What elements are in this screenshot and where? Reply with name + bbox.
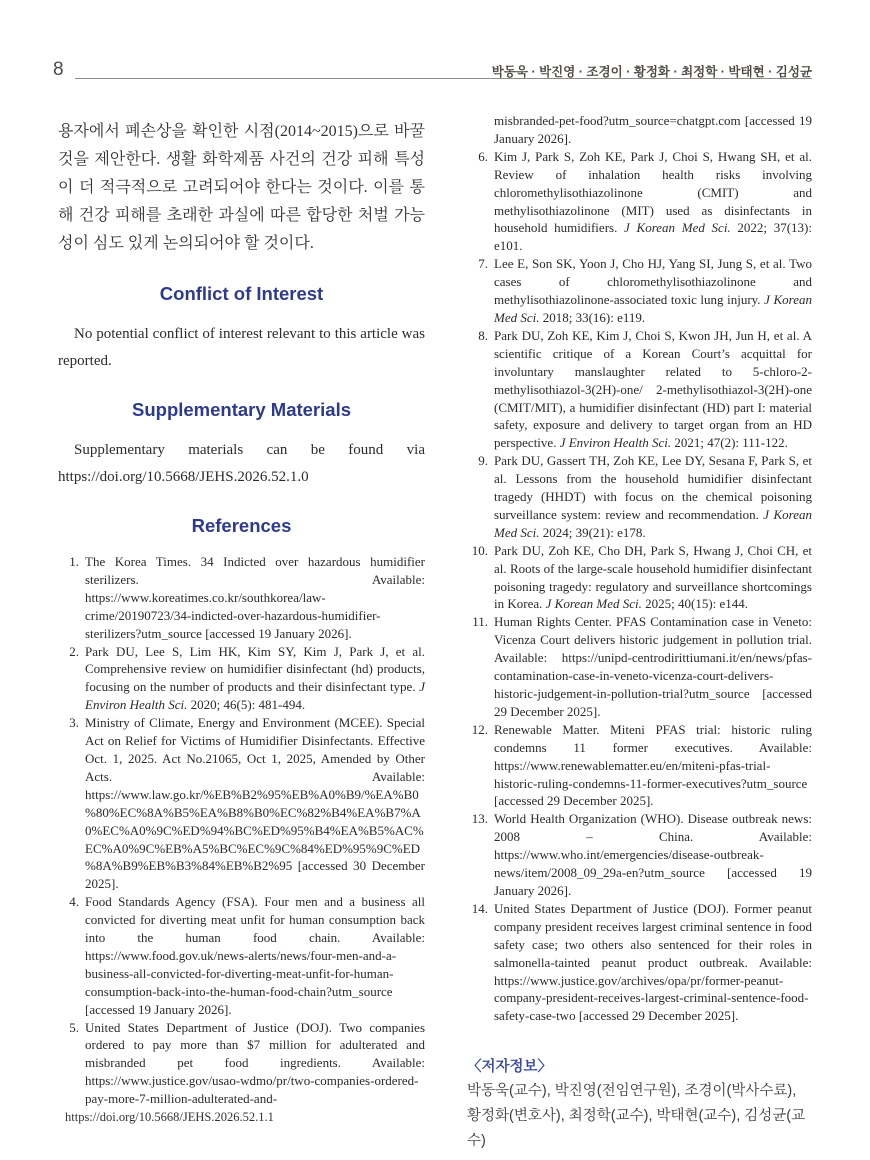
page-header (0, 0, 870, 90)
reference-item: 9. Park DU, Gassert TH, Zoh KE, Lee DY, Sesana F, Park S, et al. Lessons from the household humidifier disinfectant tragedy (HHDT) with focus on the chemical poisoning surveillance system: review and recommendation. J Korean Med Sci. 2024; 39(21): e178. (467, 452, 812, 542)
reference-number: 8. (478, 327, 488, 343)
reference-item: 8. Park DU, Zoh KE, Kim J, Choi S, Kwon JH, Jun H, et al. A scientific critique of a Korean Court’s acquittal for involuntary manslaughter related to 5-chloro-2-methylisothiazol-3(2H)-one/ 2-methylisothiazol-3(2H)-one (CMIT/MIT), a humidifier disinfectant (HD) part I: material safety, exposure and delivery to target organ from an HD perspective. J Environ Health Sci. 2021; 47(2): 111-122. (467, 327, 812, 452)
reference-number: 14. (471, 900, 488, 916)
reference-item: 1. The Korea Times. 34 Indicted over hazardous humidifier sterilizers. Available: https://www.koreatimes.co.kr/southkorea/law-crime/20190723/34-indicted-over-hazardous-humidifier-sterilizers?utm_source [accessed 19 January 2026]. (58, 553, 425, 643)
reference-number: 3. (69, 715, 79, 731)
supplementary-materials-body: Supplementary materials can be found via https://doi.org/10.5668/JEHS.2026.52.1.0 (58, 442, 425, 485)
reference-item: 5. United States Department of Justice (DOJ). Two companies ordered to pay more than $7 million for adulterated and misbranded pet food ingredients. Available: https://www.justice.gov/usao-wdmo/pr/two-companies-ordered-pay-more-7-million-adulterated-and- (58, 1019, 425, 1109)
footer-doi: https://doi.org/10.5668/JEHS.2026.52.1.1 (65, 1110, 274, 1124)
reference-number: 7. (478, 256, 488, 272)
reference-item: 2. Park DU, Lee S, Lim HK, Kim SY, Kim J, Park J, et al. Comprehensive review on humidifier disinfectant (hd) products, focusing on the number of products and their disinfectant type. J Environ Health Sci. 2020; 46(5): 481-494. (58, 643, 425, 715)
author-info-heading: 〈저자정보〉 (467, 1059, 553, 1076)
references-list-left (58, 553, 425, 1108)
reference-number: 12. (471, 721, 488, 737)
conflict-of-interest-title: Conflict of Interest (159, 283, 324, 304)
reference-item: 3. Ministry of Climate, Energy and Environment (MCEE). Special Act on Relief for Victims of Humidifier Disinfectants. Effective Oct. 1, 2025. Act No.21065, Oct 1, 2025, Amended by Other Acts. Available: https://www.law.go.kr/%EB%B2%95%EB%A0%B9/%EA%B0%80%EC%8A%B5%EA%B8%B0%EC%82%B4%EA%B7%A0%EC%A0%9C%ED%94%BC%ED%95%B4%EA%B5%AC%EC%A0%9C%EB%A5%BC%EC%9C%84%ED%95%9C%ED%8A%B9%EB%B3%84%EB%B2%95 [accessed 30 December 2025]. (58, 714, 425, 893)
reference-item: 4. Food Standards Agency (FSA). Four men and a business all convicted for diverting meat unfit for human consumption back into the human food chain. Available: https://www.food.gov.uk/news-alerts/news/four-men-and-a-business-all-convicted-for-diverting-meat-unfit-for-human-consumption-back-into-the-human-food-chain?utm_source [accessed 19 January 2026]. (58, 893, 425, 1018)
reference-number: 4. (69, 894, 79, 910)
left-column (58, 112, 425, 1108)
reference-number: 11. (472, 614, 488, 630)
running-head-authors: 박동욱 · 박진영 · 조경이 · 황정화 · 최정학 · 박태현 · 김성균 (491, 65, 812, 79)
header-rule (75, 78, 812, 79)
supplementary-materials-title: Supplementary Materials (132, 399, 351, 420)
references-title: References (191, 515, 292, 536)
reference-item: 10. Park DU, Zoh KE, Cho DH, Park S, Hwang J, Choi CH, et al. Roots of the large-scale household humidifier disinfectant poisoning tragedy: regulatory and surveillance shortcomings in Korea. J Korean Med Sci. 2025; 40(15): e144. (467, 542, 812, 614)
page-number: 8 (53, 59, 64, 80)
reference-number: 1. (69, 554, 79, 569)
right-column (467, 112, 812, 1154)
reference-item: 12. Renewable Matter. Miteni PFAS trial: historic ruling condemns 11 former executives. Available: https://www.renewablematter.eu/en/miteni-pfas-trial-historic-ruling-condemns-11-former-executives?utm_source [accessed 29 December 2025]. (467, 721, 812, 811)
conflict-of-interest-body: No potential conflict of interest relevant to this article was reported. (58, 326, 425, 369)
references-list-right (467, 148, 812, 1025)
reference-item: 7. Lee E, Son SK, Yoon J, Cho HJ, Yang SI, Jung S, et al. Two cases of chloromethylisothiazolinone and methylisothiazolinone-associated toxic lung injury. J Korean Med Sci. 2018; 33(16): e119. (467, 255, 812, 327)
reference-number: 9. (478, 453, 488, 469)
lead-paragraph: 용자에서 폐손상을 확인한 시점(2014~2015)으로 바꿀 것을 제안한다. 생활 화학제품 사건의 건강 피해 특성이 더 적극적으로 고려되어야 한다는 것이다. 이를 통해 건강 피해를 초래한 과실에 따른 합당한 처벌 가능성이 심도 있게 논의되어야 할 것이다. (58, 123, 425, 252)
reference-number: 10. (471, 542, 488, 558)
reference-item: 11. Human Rights Center. PFAS Contamination case in Veneto: Vicenza Court delivers historic judgement in pollution trial. Available: https://unipd-centrodirittiumani.it/en/news/pfas-contamination-case-in-veneto-vicenza-court-delivers-historic-judgement-in-pollution-trial?utm_source [accessed 29 December 2025]. (467, 613, 812, 720)
reference-number: 5. (69, 1019, 79, 1035)
reference-number: 2. (69, 643, 79, 659)
author-info-line: 박동욱(교수), 박진영(전임연구원), 조경이(박사수료), (467, 1083, 797, 1100)
author-info-line: 황정화(변호사), 최정학(교수), 박태현(교수), 김성균(교수) (467, 1108, 806, 1150)
reference-number: 13. (471, 811, 488, 827)
author-info-section (467, 1055, 812, 1154)
reference-item: 13. World Health Organization (WHO). Disease outbreak news: 2008 – China. Available: https://www.who.int/emergencies/disease-outbreak-news/item/2008_09_29a-en?utm_source [accessed 19 January 2026]. (467, 810, 812, 900)
reference-5-continuation: misbranded-pet-food?utm_source=chatgpt.com [accessed 19 January 2026]. (494, 113, 812, 146)
reference-item: 6. Kim J, Park S, Zoh KE, Park J, Choi S, Hwang SH, et al. Review of inhalation health risks involving chloromethylisothiazolinone (CMIT) and methylisothiazolinone (MIT) used as disinfectants in household humidifiers. J Korean Med Sci. 2022; 37(13): e101. (467, 148, 812, 255)
reference-number: 6. (478, 148, 488, 164)
reference-item: 14. United States Department of Justice (DOJ). Former peanut company president receives largest criminal sentence in food safety case; two others also sentenced for their roles in salmonella-tainted peanut product outbreak. Available: https://www.justice.gov/archives/opa/pr/former-peanut-company-president-receives-largest-criminal-sentence-food-safety-case-two [accessed 29 December 2025]. (467, 900, 812, 1025)
